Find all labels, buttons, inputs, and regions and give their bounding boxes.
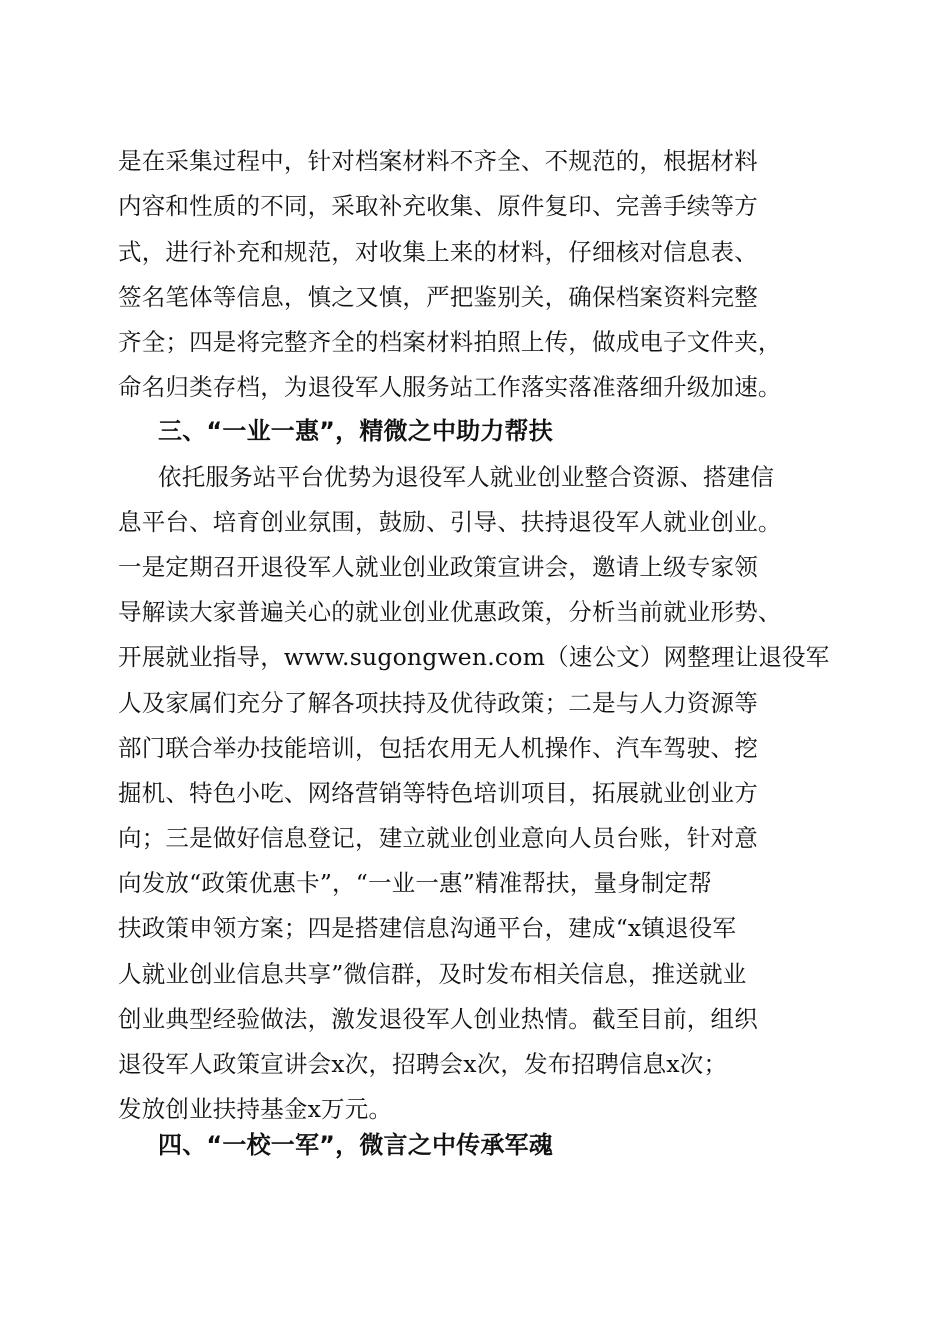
body-text-line: 内容和性质的不同，采取补充收集、原件复印、完善手续等方	[118, 192, 758, 220]
body-text-line: 是在采集过程中，针对档案材料不齐全、不规范的，根据材料	[118, 147, 758, 175]
body-text-line: 依托服务站平台优势为退役军人就业创业整合资源、搭建信	[158, 463, 775, 491]
body-text-line: 齐全；四是将完整齐全的档案材料拍照上传，做成电子文件夹，	[118, 328, 782, 356]
body-text-line: 掘机、特色小吃、网络营销等特色培训项目，拓展就业创业方	[118, 779, 758, 807]
body-text-line: 人就业创业信息共享”微信群，及时发布相关信息，推送就业	[118, 960, 747, 988]
body-text-line: 创业典型经验做法，激发退役军人创业热情。截至目前，组织	[118, 1005, 758, 1033]
body-text-line: 向发放“政策优惠卡”，“一业一惠”精准帮扶，量身制定帮	[118, 869, 712, 897]
body-text-line: 人及家属们充分了解各项扶持及优待政策；二是与人力资源等	[118, 689, 758, 717]
body-text-line: 签名笔体等信息，慎之又慎，严把鉴别关，确保档案资料完整	[118, 283, 758, 311]
body-text-line: 扶政策申领方案；四是搭建信息沟通平台，建成“x镇退役军	[118, 914, 737, 942]
body-text-line: 息平台、培育创业氛围，鼓励、引导、扶持退役军人就业创业。	[118, 508, 782, 536]
section-heading: 四、“一校一军”，微言之中传承军魂	[158, 1131, 553, 1159]
body-text-line: 导解读大家普遍关心的就业创业优惠政策，分析当前就业形势、	[118, 598, 782, 626]
section-heading: 三、“一业一惠”，精微之中助力帮扶	[158, 417, 553, 445]
body-text-line: 开展就业指导，www.sugongwen.com（速公文）网整理让退役军	[118, 643, 830, 671]
body-text-line: 向；三是做好信息登记，建立就业创业意向人员台账，针对意	[118, 824, 758, 852]
body-text-line: 退役军人政策宣讲会x次，招聘会x次，发布招聘信息x次；	[118, 1050, 728, 1078]
body-text-line: 命名归类存档，为退役军人服务站工作落实落准落细升级加速。	[118, 373, 782, 401]
body-text-line: 部门联合举办技能培训，包括农用无人机操作、汽车驾驶、挖	[118, 734, 758, 762]
body-text-line: 式，进行补充和规范，对收集上来的材料，仔细核对信息表、	[118, 238, 758, 266]
body-text-line: 一是定期召开退役军人就业创业政策宣讲会，邀请上级专家领	[118, 553, 758, 581]
body-text-line: 发放创业扶持基金x万元。	[118, 1095, 393, 1123]
